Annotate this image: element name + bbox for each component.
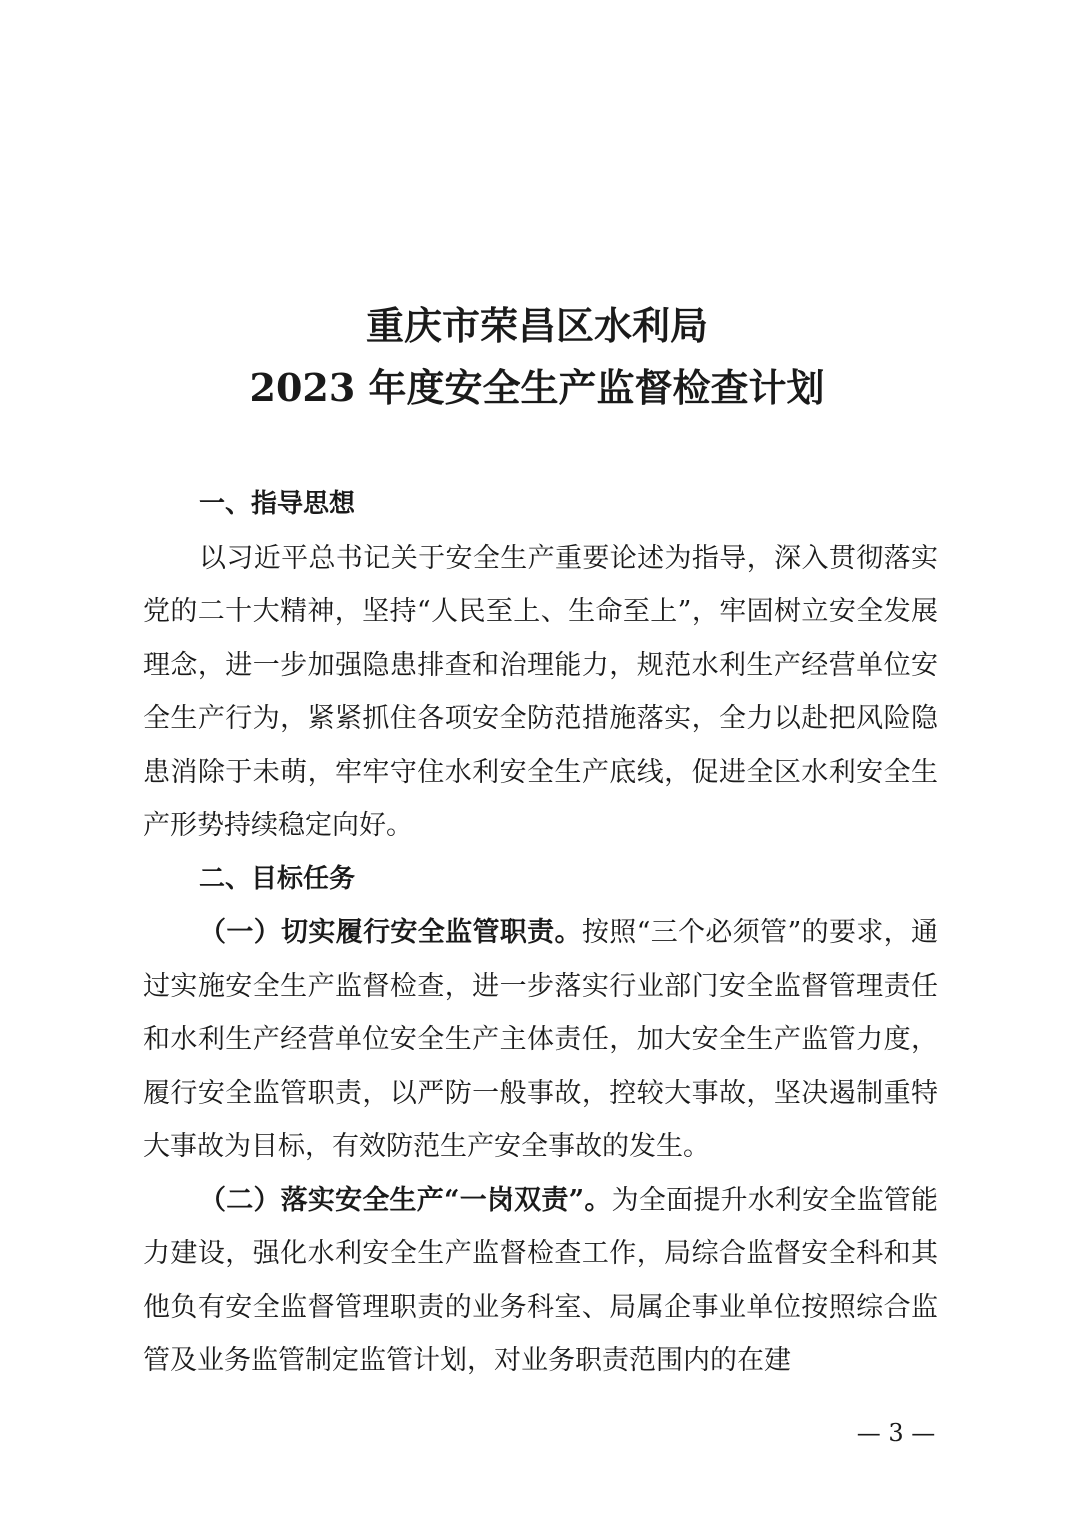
paragraph-lead: （二）落实安全生产“一岗双责”。 (199, 1184, 612, 1216)
paragraph-lead: （一）切实履行安全监管职责。 (199, 917, 582, 948)
paragraph-objective-2 (143, 1174, 938, 1388)
document-title-line-1: 重庆市荣昌区水利局 (365, 303, 708, 348)
section-heading-objectives: 二、目标任务 (199, 863, 356, 894)
section-heading-guiding-ideology: 一、指导思想 (199, 489, 356, 519)
paragraph-text: 为全面提升水利安全监管能力建设，强化水利安全生产监督检查工作，局综合监督安全科和其他负有安全监督管理职责的业务科室、局属企事业单位按照综合监管及业务监管制定监管计划，对业务职责范围内的在建 (143, 1184, 939, 1376)
document-title-line-2: 2023 年度安全生产监督检查计划 (249, 365, 825, 410)
paragraph-guiding-ideology (143, 532, 938, 853)
paragraph-objective-1 (143, 906, 938, 1174)
page-number: — 3 — (856, 1419, 936, 1447)
paragraph-text: 以习近平总书记关于安全生产重要论述为指导，深入贯彻落实党的二十大精神，坚持“人民至上、生命至上”，牢固树立安全发展理念，进一步加强隐患排查和治理能力，规范水利生产经营单位安全生产行为，紧紧抓住各项安全防范措施落实，全力以赴把风险隐患消除于未萌，牢牢守住水利安全生产底线，促进全区水利安全生产形势持续稳定向好。 (143, 542, 938, 841)
document-body (143, 478, 938, 1388)
paragraph-text: 按照“三个必须管”的要求，通过实施安全生产监督检查，进一步落实行业部门安全监督管理责任和水利生产经营单位安全生产主体责任，加大安全生产监管力度，履行安全监管职责，以严防一般事故，控较大事故，坚决遏制重特大事故为目标，有效防范生产安全事故的发生。 (143, 917, 939, 1162)
